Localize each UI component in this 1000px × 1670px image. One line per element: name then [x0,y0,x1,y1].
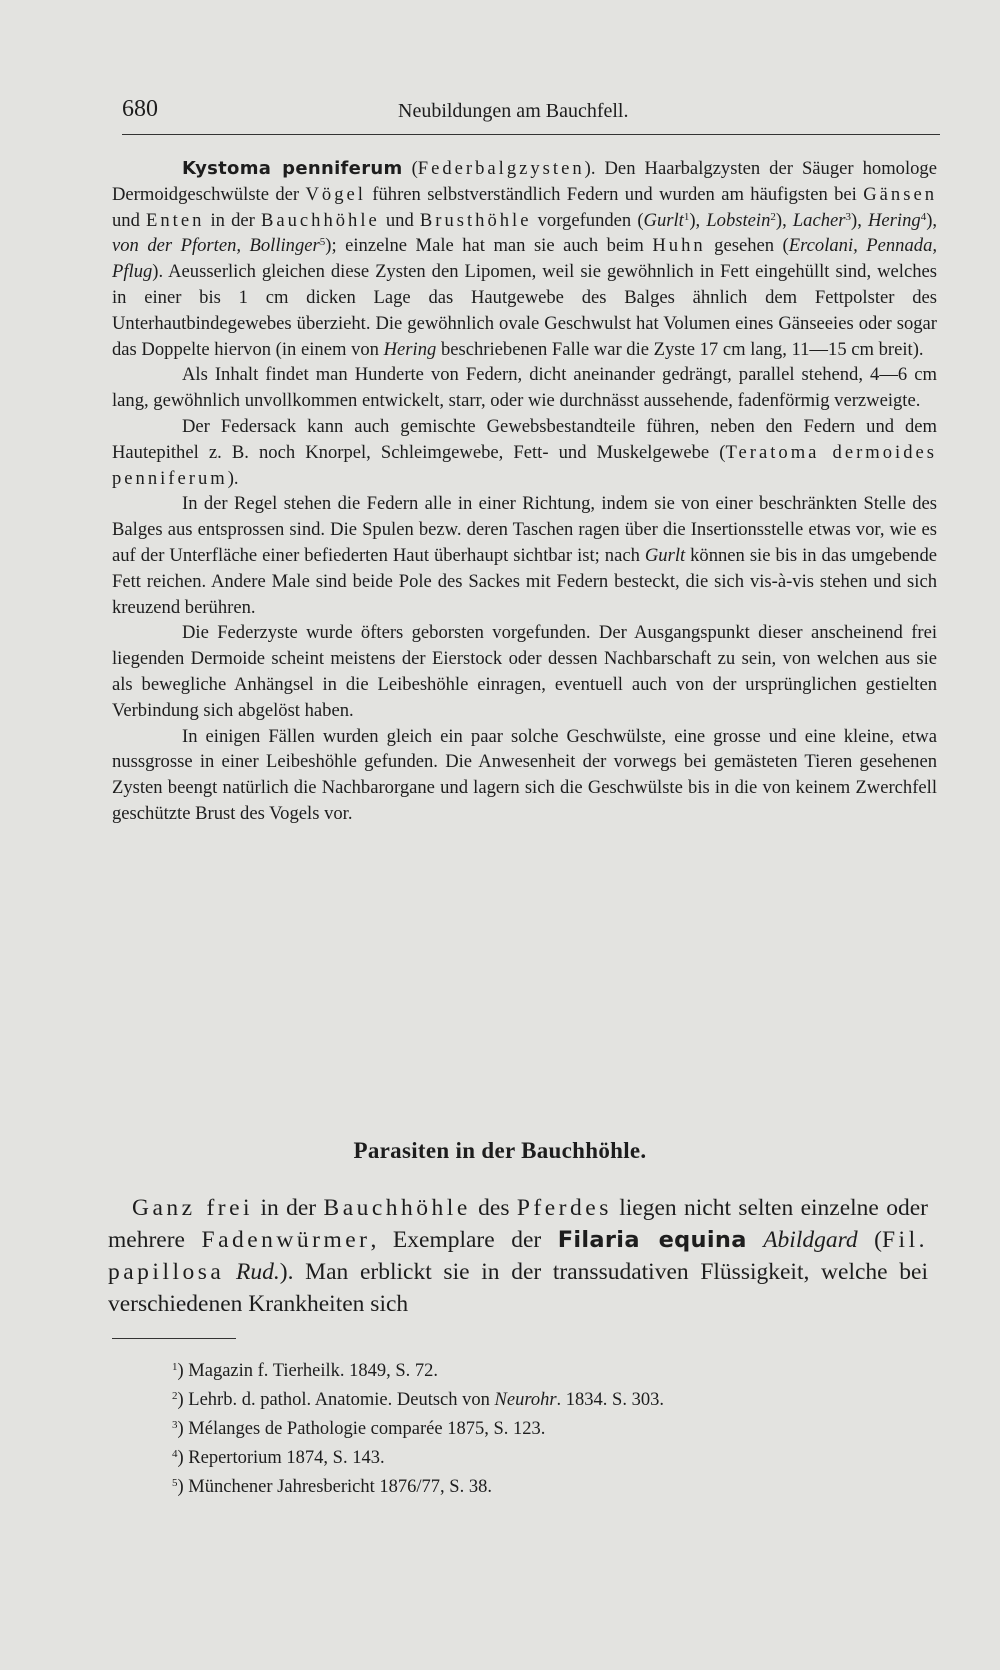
paragraph-regel: In der Regel stehen die Federn alle in einer Richtung, indem sie von einer beschränkten Stelle des Balges aus entsprossen sind. Die Spulen bezw. deren Taschen ragen über die Insertionsstelle etwas vor, wie es auf der Unterfläche einer befiederten Haut überhaupt sichtbar ist; nach Gurlt können sie bis in das umgebende Fett reichen. Andere Male sind beide Pole des Sackes mit Federn besteckt, die sich vis-à-vis stehen und sich kreuzend berühren. [112,493,937,618]
author-citation: Abildgard [763,1227,858,1253]
footnote-marker: 1 [172,1361,178,1373]
author-citation: Hering [868,209,921,231]
author-citation: Hering [383,338,437,360]
footnote-5: $^5$) Münchener Jahresbericht 1876/77, S. 38. [172,1477,492,1497]
footnote-ref: 5 [319,236,326,249]
paragraph-federzyste: Die Federzyste wurde öfters geborsten vorgefunden. Der Ausgangspunkt dieser anscheinend frei liegenden Dermoide scheint meistens der Eierstock oder dessen Nachbarschaft zu sein, von welchen aus sie als bewegliche Anhängsel in die Leibeshöhle einragen, eventuell auch von der ursprünglichen gestielten Verbindung sich abgelöst haben. [112,622,937,721]
author-citation: von der Pforten, Bollinger [112,235,320,257]
author-citation: Lacher [792,209,846,231]
paragraph-kystoma: Kystoma penniferum (Federbalgzysten). Den Haarbalgzysten der Säuger homologe Dermoidgeschwülste der Vögel führen selbstverständlich Federn und wurden am häufigsten bei Gänsen und Enten in der Bauchhöhle und Brusthöhle vorgefunden (Gurlt$^1$), Lobstein$^2$), Lacher$^3$), Hering$^4$), von der Pforten, Bollinger$^5$); einzelne Male hat man sie auch beim Huhn gesehen (Ercolani, Pennada, Pflug). Aeusserlich gleichen diese Zysten den Lipomen, weil sie gewöhnlich in Fett eingehüllt sind, welches in einer bis 1 cm dicken Lage das Hautgewebe des Balges ähnlich dem Fettpolster des Unterhautbindegewebes überzieht. Die gewöhnlich ovale Geschwulst hat Volumen eines Gänseeies oder sogar das Doppelte hiervon (in einem von Hering beschriebenen Falle war die Zyste 17 cm lang, 11—15 cm breit). [112,158,938,360]
author-citation: Neurohr [494,1390,557,1410]
page-number: 680 [122,96,158,122]
author-citation: Gurlt [644,544,686,566]
species-name: Filaria equina [557,1227,747,1253]
footnote-1: $^1$) Magazin f. Tierheilk. 1849, S. 72. [172,1361,439,1381]
footnote-4: $^4$) Repertorium 1874, S. 143. [172,1448,385,1468]
paragraph-federsack: Der Federsack kann auch gemischte Gewebsbestandteile führen, neben den Federn und dem Hautepithel z. B. noch Knorpel, Schleimgewebe, Fett- und Muskelgewebe (Teratoma dermoides penniferum). [112,415,937,489]
entry-heading: Kystoma penniferum [182,158,403,179]
author-citation: Lobstein [706,209,771,231]
article-body [112,156,937,827]
footnote-marker: 2 [172,1390,178,1402]
section-body [108,1192,928,1320]
author-citation: Rud. [236,1259,280,1285]
footnote-marker: 5 [172,1477,178,1489]
footnotes [172,1357,892,1502]
paragraph-parasiten: Ganz frei in der Bauchhöhle des Pferdes liegen nicht selten einzelne oder mehrere Fadenwürmer, Exemplare der Filaria equina Abildgard (Fil. papillosa Rud.). Man erblickt sie in der transsudativen Flüssigkeit, welche bei verschiedenen Krankheiten sich [108,1195,929,1317]
footnote-2: $^2$) Lehrb. d. pathol. Anatomie. Deutsch von Neurohr. 1834. S. 303. [172,1390,664,1410]
section-heading: Parasiten in der Bauchhöhle. [353,1138,647,1163]
running-title: Neubildungen am Bauchfell. [398,100,629,122]
footnote-marker: 3 [172,1419,178,1431]
page-header [122,96,940,136]
footnote-ref: 1 [683,210,690,223]
footnote-marker: 4 [172,1448,178,1460]
paragraph-faellen: In einigen Fällen wurden gleich ein paar solche Geschwülste, eine grosse und eine kleine, etwa nussgrosse in einer Leibeshöhle gefunden. Die Anwesenheit der vorwegs bei gemästeten Tieren gesehenen Zysten beengt natürlich die Nachbarorgane und lagern sich die Geschwülste bis in die von keinem Zwerchfell geschützte Brust des Vogels vor. [112,725,937,824]
author-citation: Gurlt [643,209,684,231]
footnote-3: $^3$) Mélanges de Pathologie comparée 1875, S. 123. [172,1419,546,1439]
footnote-ref: 3 [845,210,852,223]
footnote-rule [112,1338,236,1339]
paragraph-inhalt: Als Inhalt findet man Hunderte von Federn, dicht aneinander gedrängt, parallel stehend, 4—6 cm lang, gewöhnlich unvollkommen entwickelt, starr, oder wie durchnässt aussehende, fadenförmig verzweigte. [112,364,937,412]
author-citation: Ercolani, Pennada, Pflug [112,235,938,283]
footnote-ref: 2 [770,210,776,223]
footnote-ref: 4 [920,210,927,223]
header-rule [122,134,940,135]
